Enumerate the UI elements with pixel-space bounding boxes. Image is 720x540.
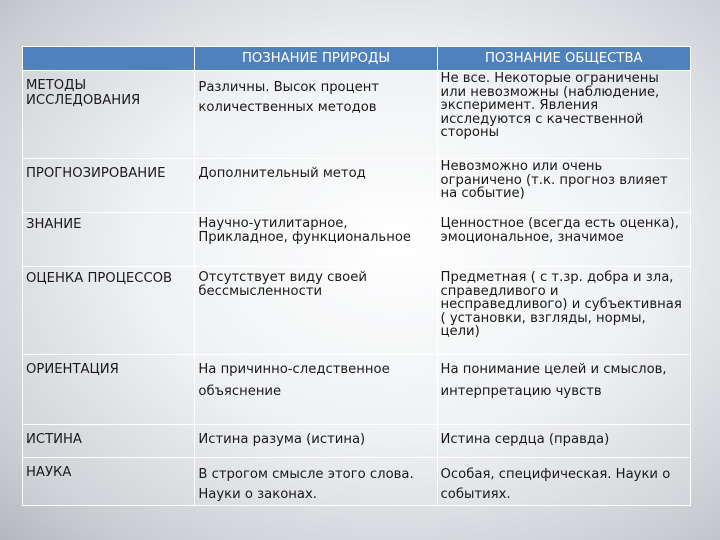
table-row (23, 355, 691, 425)
row-label-orientation: ОРИЕНТАЦИЯ (23, 355, 195, 425)
row-label-knowledge: ЗНАНИЕ (23, 213, 195, 267)
cell-society-truth: Истина сердца (правда) (437, 425, 690, 458)
header-society: ПОЗНАНИЕ ОБЩЕСТВА (437, 47, 690, 71)
cell-nature-evaluation: Отсутствует виду своей бессмысленности (195, 267, 437, 355)
cell-nature-truth: Истина разума (истина) (195, 425, 437, 458)
table-header (23, 47, 691, 71)
cell-nature-orientation: На причинно-следственное объяснение (195, 355, 437, 425)
cell-nature-forecasting: Дополнительный метод (195, 159, 437, 213)
cell-society-evaluation: Предметная ( с т.зр. добра и зла, справедливого и несправедливого) и субъективная ( установки, взгляды, нормы, цели) (437, 267, 690, 355)
cell-society-science: Особая, специфическая. Науки о событиях. (437, 458, 690, 506)
cell-society-knowledge: Ценностное (всегда есть оценка), эмоциональное, значимое (437, 213, 690, 267)
row-label-forecasting: ПРОГНОЗИРОВАНИЕ (23, 159, 195, 213)
header-empty-cell (23, 47, 195, 71)
table-row (23, 267, 691, 355)
row-label-methods: МЕТОДЫ ИССЛЕДОВАНИЯ (23, 71, 195, 159)
table-row (23, 425, 691, 458)
cell-nature-methods: Различны. Высок процент количественных методов (195, 71, 437, 159)
table-row (23, 71, 691, 159)
comparison-table (22, 46, 691, 506)
cell-nature-knowledge: Научно-утилитарное, Прикладное, функциональное (195, 213, 437, 267)
table-row (23, 458, 691, 506)
row-label-evaluation: ОЦЕНКА ПРОЦЕССОВ (23, 267, 195, 355)
row-label-truth: ИСТИНА (23, 425, 195, 458)
row-label-science: НАУКА (23, 458, 195, 506)
cell-nature-science: В строгом смысле этого слова. Науки о законах. (195, 458, 437, 506)
cell-society-methods: Не все. Некоторые ограничены или невозможны (наблюдение, эксперимент. Явления исследуются с качественной стороны (437, 71, 690, 159)
table-body (23, 71, 691, 506)
table-row (23, 213, 691, 267)
table-row (23, 159, 691, 213)
header-row (23, 47, 691, 71)
cell-society-orientation: На понимание целей и смыслов, интерпретацию чувств (437, 355, 690, 425)
cell-society-forecasting: Невозможно или очень ограничено (т.к. прогноз влияет на событие) (437, 159, 690, 213)
header-nature: ПОЗНАНИЕ ПРИРОДЫ (195, 47, 437, 71)
